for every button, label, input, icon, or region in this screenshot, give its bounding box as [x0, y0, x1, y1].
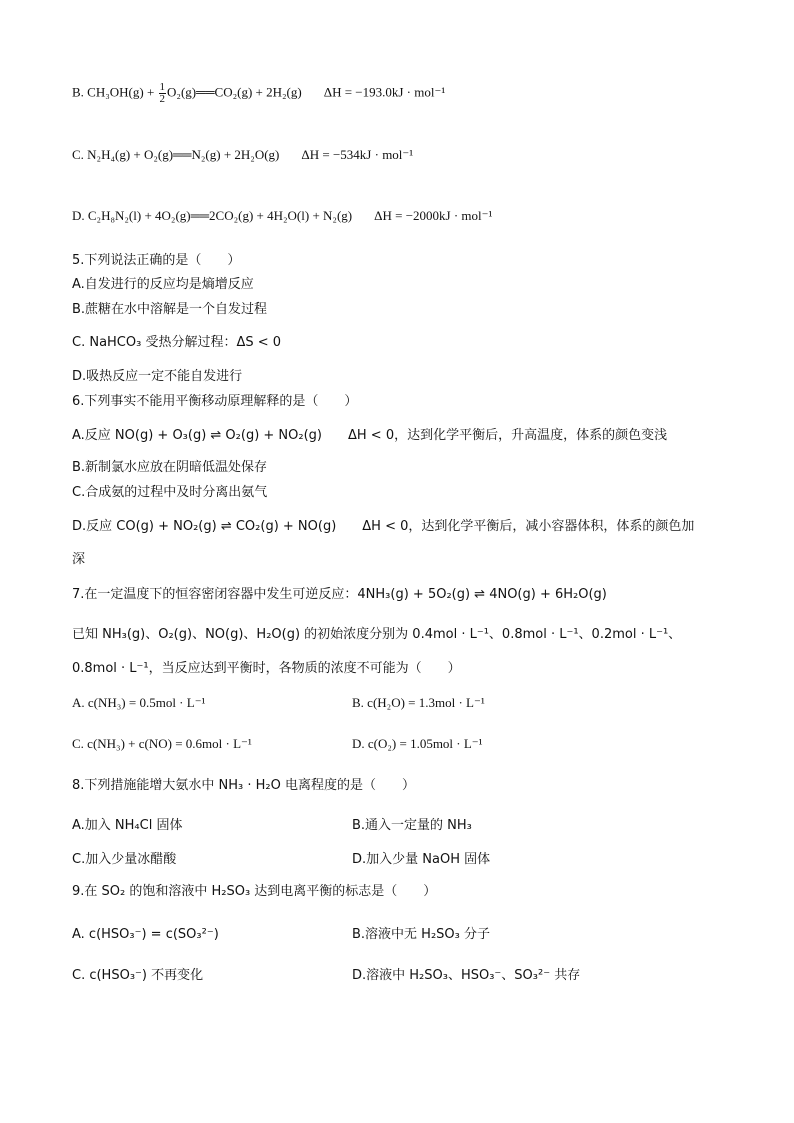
option-5b: B.蔗糖在水中溶解是一个自发过程	[72, 302, 268, 317]
option-8b: B.通入一定量的 NH₃	[352, 818, 472, 833]
option-7c: C. c(NH₃) + c(NO) = 0.6mol · L⁻¹	[72, 736, 252, 751]
option-6d-line2: 深	[72, 552, 86, 567]
fraction-one-half: $\frac{1}{2}$	[159, 81, 166, 105]
option-4d-text: D. C₂H₈N₂(l) + 4O₂(g)══2CO₂(g) + 4H₂O(l) + N₂(g)	[72, 208, 353, 223]
question-7: 7.在一定温度下的恒容密闭容器中发生可逆反应：4NH₃(g) + 5O₂(g) ⇌ 4NO(g) + 6H₂O(g)	[72, 587, 607, 602]
option-6c: C.合成氨的过程中及时分离出氨气	[72, 485, 268, 500]
option-8d: D.加入少量 NaOH 固体	[352, 852, 491, 867]
option-9d: D.溶液中 H₂SO₃、HSO₃⁻、SO₃²⁻ 共存	[352, 968, 581, 983]
option-8c: C.加入少量冰醋酸	[72, 852, 177, 867]
option-4b	[72, 82, 445, 105]
question-5: 5.下列说法正确的是（ ）	[72, 253, 241, 268]
option-5c: C. NaHCO₃ 受热分解过程：ΔS < 0	[72, 335, 282, 350]
option-9a: A. c(HSO₃⁻) = c(SO₃²⁻)	[72, 927, 219, 942]
option-4d	[72, 207, 492, 225]
option-4c-text: C. N₂H₄(g) + O₂(g)══N₂(g) + 2H₂O(g)	[72, 147, 280, 162]
option-4d-enthalpy: ΔH = −2000kJ · mol⁻¹	[374, 208, 493, 223]
option-6b: B.新制氯水应放在阴暗低温处保存	[72, 460, 268, 475]
question-7-conditions: 已知 NH₃(g)、O₂(g)、NO(g)、H₂O(g) 的初始浓度分别为 0.4mol · L⁻¹、0.8mol · L⁻¹、0.2mol · L⁻¹、	[72, 627, 682, 642]
option-7d: D. c(O₂) = 1.05mol · L⁻¹	[352, 736, 483, 751]
option-4c-enthalpy: ΔH = −534kJ · mol⁻¹	[301, 147, 414, 162]
option-6a: A.反应 NO(g) + O₃(g) ⇌ O₂(g) + NO₂(g) ΔH < 0，达到化学平衡后，升高温度，体系的颜色变浅	[72, 428, 668, 443]
question-9: 9.在 SO₂ 的饱和溶液中 H₂SO₃ 达到电离平衡的标志是（ ）	[72, 884, 437, 899]
option-9c: C. c(HSO₃⁻) 不再变化	[72, 968, 204, 983]
option-5a: A.自发进行的反应均是熵增反应	[72, 277, 254, 292]
question-7-ask: 0.8mol · L⁻¹，当反应达到平衡时，各物质的浓度不可能为（ ）	[72, 661, 461, 676]
question-8: 8.下列措施能增大氨水中 NH₃ · H₂O 电离程度的是（ ）	[72, 778, 415, 793]
option-9b: B.溶液中无 H₂SO₃ 分子	[352, 927, 490, 942]
question-6: 6.下列事实不能用平衡移动原理解释的是（ ）	[72, 394, 358, 409]
option-6d-line1: D.反应 CO(g) + NO₂(g) ⇌ CO₂(g) + NO(g) ΔH < 0，达到化学平衡后，减小容器体积，体系的颜色加	[72, 519, 695, 534]
option-7b: B. c(H₂O) = 1.3mol · L⁻¹	[352, 695, 485, 710]
option-5d: D.吸热反应一定不能自发进行	[72, 369, 243, 384]
option-4b-rest: O₂(g)══CO₂(g) + 2H₂(g)	[167, 84, 302, 100]
option-4b-enthalpy: ΔH = −193.0kJ · mol⁻¹	[323, 84, 446, 100]
option-4b-text: B. CH₃OH(g) +	[72, 84, 158, 100]
option-7a: A. c(NH₃) = 0.5mol · L⁻¹	[72, 695, 206, 710]
option-4c	[72, 146, 413, 164]
option-8a: A.加入 NH₄Cl 固体	[72, 818, 183, 833]
